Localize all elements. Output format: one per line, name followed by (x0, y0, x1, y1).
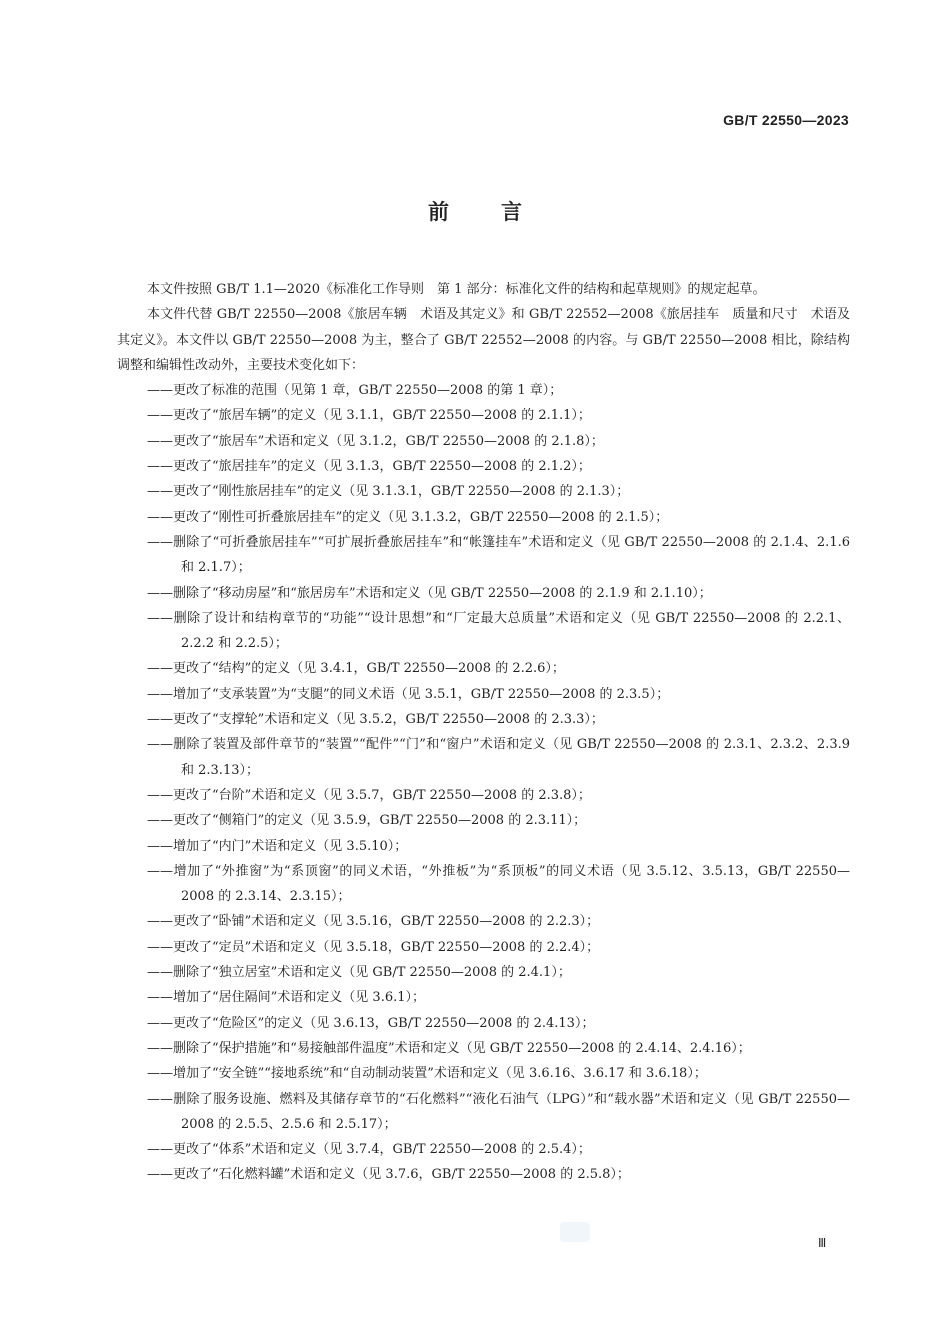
change-item: ——更改了“旅居挂车”的定义（见 3.1.3，GB/T 22550—2008 的 2.1.2）； (147, 459, 591, 475)
change-item: ——更改了“旅居车”术语和定义（见 3.1.2，GB/T 22550—2008 的 2.1.8）； (147, 433, 604, 449)
change-item: ——更改了“体系”术语和定义（见 3.7.4，GB/T 22550—2008 的 2.5.4）； (147, 1142, 591, 1158)
change-item: ——更改了“刚性旅居挂车”的定义（见 3.1.3.1，GB/T 22550—2008 的 2.1.3）； (147, 484, 630, 500)
document-id: GB/T 22550—2023 (723, 112, 849, 128)
change-item: ——更改了标准的范围（见第 1 章，GB/T 22550—2008 的第 1 章）； (147, 383, 563, 399)
change-item: ——更改了“刚性可折叠旅居挂车”的定义（见 3.1.3.2，GB/T 22550—2008 的 2.1.5）； (147, 509, 669, 525)
paragraph-replacement-note: 本文件代替 GB/T 22550—2008《旅居车辆 术语及其定义》和 GB/T 22552—2008《旅居挂车 质量和尺寸 术语及其定义》。本文件以 GB/T 22550—2008 为主，整合了 GB/T 22552—2008 的内容。与 GB/T 22550—2008 相比，除结构调整和编辑性改动外，主要技术变化如下： (117, 307, 850, 373)
change-item: ——增加了“居住隔间”术语和定义（见 3.6.1）； (147, 990, 426, 1006)
change-item: ——删除了“独立居室”术语和定义（见 GB/T 22550—2008 的 2.4.1）； (147, 965, 571, 981)
change-item: ——增加了“安全链”“接地系统”和“自动制动装置”术语和定义（见 3.6.16、3.6.17 和 3.6.18）； (147, 1066, 707, 1082)
watermark-logo (560, 1222, 590, 1242)
page-title: 前言 (428, 200, 574, 224)
change-item: ——更改了“结构”的定义（见 3.4.1，GB/T 22550—2008 的 2.2.6）； (147, 661, 565, 677)
foreword-body (117, 277, 850, 1188)
change-item: ——更改了“石化燃料罐”术语和定义（见 3.7.6，GB/T 22550—2008 的 2.5.8）； (147, 1167, 630, 1183)
change-item: ——更改了“定员”术语和定义（见 3.5.18，GB/T 22550—2008 的 2.2.4）； (147, 939, 600, 955)
change-item: ——更改了“卧铺”术语和定义（见 3.5.16，GB/T 22550—2008 的 2.2.3）； (147, 914, 600, 930)
page-number: Ⅲ (818, 1236, 827, 1250)
technical-changes-list (117, 378, 850, 1188)
paragraph-drafting-basis: 本文件按照 GB/T 1.1—2020《标准化工作导则 第 1 部分：标准化文件的结构和起草规则》的规定起草。 (147, 282, 766, 297)
change-item: ——删除了“保护措施”和“易接触部件温度”术语和定义（见 GB/T 22550—2008 的 2.4.14、2.4.16）； (147, 1040, 751, 1056)
change-item: ——删除了装置及部件章节的“装置”“配件”“门”和“窗户”术语和定义（见 GB/T 22550—2008 的 2.3.1、2.3.2、2.3.9 和 2.3.13）； (147, 737, 850, 778)
change-item: ——删除了“移动房屋”和“旅居房车”术语和定义（见 GB/T 22550—2008 的 2.1.9 和 2.1.10）； (147, 585, 712, 601)
change-item: ——更改了“侧箱门”的定义（见 3.5.9，GB/T 22550—2008 的 2.3.11）； (147, 813, 587, 829)
change-item: ——删除了设计和结构章节的“功能”“设计思想”和“厂定最大总质量”术语和定义（见 GB/T 22550—2008 的 2.2.1、2.2.2 和 2.2.5）； (147, 610, 850, 652)
change-item: ——增加了“外推窗”为“系顶窗”的同义术语，“外推板”为“系顶板”的同义术语（见 3.5.12、3.5.13，GB/T 22550—2008 的 2.3.14、2.3.15）； (147, 863, 850, 905)
change-item: ——增加了“支承装置”为“支腿”的同义术语（见 3.5.1，GB/T 22550—2008 的 2.3.5）； (147, 686, 670, 702)
change-item: ——更改了“旅居车辆”的定义（见 3.1.1，GB/T 22550—2008 的 2.1.1）； (147, 408, 591, 424)
change-item: ——增加了“内门”术语和定义（见 3.5.10）； (147, 838, 408, 854)
change-item: ——删除了“可折叠旅居挂车”“可扩展折叠旅居挂车”和“帐篷挂车”术语和定义（见 GB/T 22550—2008 的 2.1.4、2.1.6 和 2.1.7）； (147, 534, 850, 576)
change-item: ——更改了“危险区”的定义（见 3.6.13，GB/T 22550—2008 的 2.4.13）； (147, 1015, 595, 1031)
change-item: ——更改了“台阶”术语和定义（见 3.5.7，GB/T 22550—2008 的 2.3.8）； (147, 787, 591, 803)
change-item: ——删除了服务设施、燃料及其储存章节的“石化燃料”“液化石油气（LPG）”和“载水器”术语和定义（见 GB/T 22550—2008 的 2.5.5、2.5.6 和 2.5.17）； (147, 1091, 850, 1132)
change-item: ——更改了“支撑轮”术语和定义（见 3.5.2，GB/T 22550—2008 的 2.3.3）； (147, 712, 604, 728)
